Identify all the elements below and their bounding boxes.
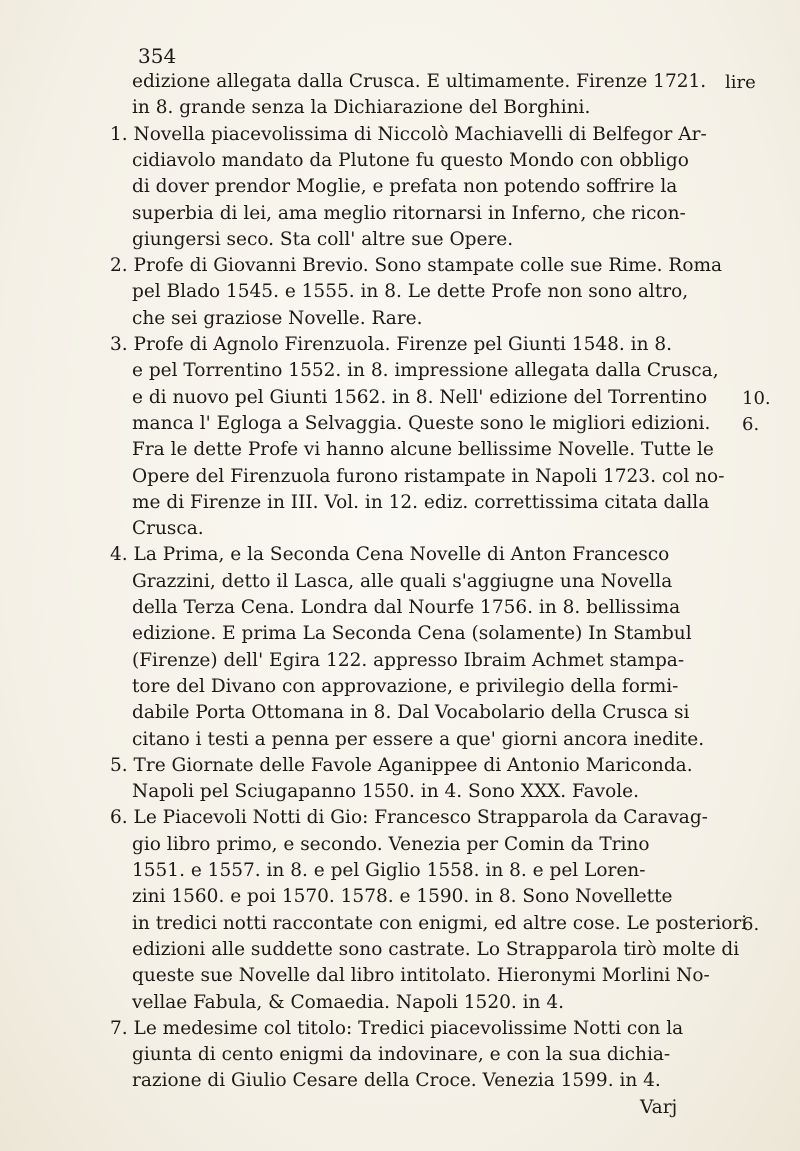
text-line: Grazzini, detto il Lasca, alle quali s'aggiugne una Novella (132, 570, 673, 592)
text-line: gio libro primo, e secondo. Venezia per Comin da Trino (132, 833, 650, 855)
text-line: me di Firenze in III. Vol. in 12. ediz. correttissima citata dalla (132, 491, 710, 513)
text-line: 2. Profe di Giovanni Brevio. Sono stampate colle sue Rime. Roma (110, 255, 723, 277)
text-line: citano i testi a penna per essere a que' giorni ancora inedite. (132, 728, 705, 750)
text-line: Varj (640, 1096, 678, 1118)
text-line: dabile Porta Ottomana in 8. Dal Vocabolario della Crusca si (132, 702, 690, 724)
text-line: giungersi seco. Sta coll' altre sue Opere. (132, 228, 514, 250)
text-line: Opere del Firenzuola furono ristampate in Napoli 1723. col no- (132, 465, 725, 487)
text-line: in tredici notti raccontate con enigmi, ed altre cose. Le posteriori (132, 912, 748, 934)
margin-note: 10. (742, 387, 771, 409)
margin-note: 6. (742, 913, 760, 935)
text-line: e pel Torrentino 1552. in 8. impressione allegata dalla Crusca, (132, 360, 719, 382)
text-line: pel Blado 1545. e 1555. in 8. Le dette Profe non sono altro, (132, 281, 689, 303)
text-line: zini 1560. e poi 1570. 1578. e 1590. in 8. Sono Novellette (132, 886, 673, 908)
text-line: 7. Le medesime col titolo: Tredici piacevolissime Notti con la (110, 1017, 684, 1039)
text-line: queste sue Novelle dal libro intitolato. Hieronymi Morlini No- (132, 965, 710, 987)
text-line: vellae Fabula, & Comaedia. Napoli 1520. in 4. (132, 991, 564, 1013)
text-line: 3. Profe di Agnolo Firenzuola. Firenze pel Giunti 1548. in 8. (110, 334, 673, 355)
text-line: 1551. e 1557. in 8. e pel Giglio 1558. in 8. e pel Loren- (132, 860, 646, 881)
text-line: giunta di cento enigmi da indovinare, e con la sua dichia- (132, 1044, 671, 1066)
text-line: (Firenze) dell' Egira 122. appresso Ibraim Achmet stampa- (132, 649, 685, 671)
text-line: 4. La Prima, e la Seconda Cena Novelle di Anton Francesco (110, 544, 670, 566)
text-line: e di nuovo pel Giunti 1562. in 8. Nell' edizione del Torrentino (132, 386, 708, 408)
text-line: 6. Le Piacevoli Notti di Gio: Francesco Strapparola da Caravag- (110, 807, 708, 829)
text-line: superbia di lei, ama meglio ritornarsi in Inferno, che ricon- (132, 202, 686, 224)
text-line: 1. Novella piacevolissima di Niccolò Machiavelli di Belfegor Ar- (110, 123, 707, 145)
text-line: in 8. grande senza la Dichiarazione del Borghini. (132, 97, 591, 119)
text-line: razione di Giulio Cesare della Croce. Venezia 1599. in 4. (132, 1070, 661, 1092)
text-line: della Terza Cena. Londra dal Nourfe 1756. in 8. bellissima (132, 597, 681, 618)
text-line: di dover prendor Moglie, e prefata non potendo soffrire la (132, 176, 678, 198)
text-line: cidiavolo mandato da Plutone fu questo Mondo con obbligo (132, 149, 689, 171)
text-line: Crusca. (132, 518, 204, 540)
text-line: edizioni alle suddette sono castrate. Lo Strapparola tirò molte di (132, 938, 740, 960)
margin-note: lire (725, 72, 756, 93)
text-line: Fra le dette Profe vi hanno alcune bellissime Novelle. Tutte le (132, 439, 714, 461)
text-line: edizione allegata dalla Crusca. E ultimamente. Firenze 1721. (132, 71, 707, 92)
margin-note: 6. (742, 413, 760, 435)
text-line: 5. Tre Giornate delle Favole Aganippee di Antonio Mariconda. (110, 754, 693, 776)
text-line: manca l' Egloga a Selvaggia. Queste sono le migliori edizioni. (132, 412, 711, 434)
page-number: 354 (138, 44, 177, 68)
text-line: tore del Divano con approvazione, e privilegio della formi- (132, 675, 679, 697)
text-line: Napoli pel Sciugapanno 1550. in 4. Sono XXX. Favole. (132, 781, 640, 803)
text-line: che sei graziose Novelle. Rare. (132, 307, 423, 329)
text-line: edizione. E prima La Seconda Cena (solamente) In Stambul (132, 623, 692, 645)
